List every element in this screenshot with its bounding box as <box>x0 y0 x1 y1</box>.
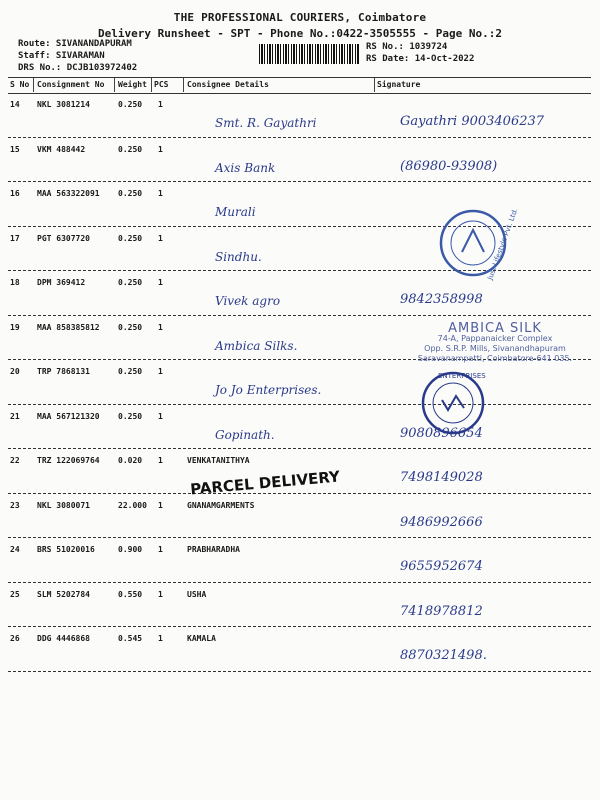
rs-date: RS Date: 14-Oct-2022 <box>366 54 475 64</box>
parcel-delivery-stamp: PARCEL DELIVERY <box>189 467 341 499</box>
pcs-value: 1 <box>158 634 163 643</box>
pcs-value: 1 <box>158 411 163 421</box>
signature: 7418978812 <box>400 603 483 619</box>
serial-number: 15 <box>10 144 20 154</box>
weight-value: 0.020 <box>118 456 143 465</box>
consignment-number: MAA 563322091 <box>37 189 100 198</box>
serial-number: 14 <box>10 100 20 109</box>
serial-number: 16 <box>10 189 20 198</box>
consignee-name: USHA <box>187 589 207 599</box>
col-pcs-header: PCS <box>154 80 169 89</box>
pcs-value: 1 <box>158 589 163 599</box>
consignment-number: VKM 488442 <box>37 144 86 154</box>
staff-label: Staff: SIVARAMAN <box>18 51 105 61</box>
just-lifestyle-stamp-text: Just Lifestyle Pvt. Ltd. <box>486 207 520 281</box>
consignment-number: PGT 6307720 <box>37 233 90 243</box>
pcs-value: 1 <box>158 367 163 376</box>
consignment-number: MAA 567121320 <box>37 411 100 421</box>
consignment-number: TRZ 122069764 <box>37 456 100 465</box>
handwritten-consignee: Murali <box>215 205 256 219</box>
weight-value: 22.000 <box>118 500 147 510</box>
handwritten-consignee: Smt. R. Gayathri <box>215 116 317 130</box>
ambica-stamp-line1: 74-A, Pappanaicker Complex <box>437 334 553 343</box>
page-subtitle: Delivery Runsheet - SPT - Phone No.:0422-3505555 - Page No.:2 <box>98 27 502 40</box>
ambica-stamp-line2: Opp. S.R.P. Mills, Sivanandhapuram <box>424 344 566 353</box>
consignee-name: KAMALA <box>187 634 216 643</box>
weight-value: 0.250 <box>118 189 143 198</box>
handwritten-consignee: Sindhu. <box>215 249 262 264</box>
signature: 8870321498. <box>400 648 487 663</box>
consignee-name: VENKATANITHYA <box>187 456 250 465</box>
consignment-number: TRP 7868131 <box>37 367 90 376</box>
row-separator <box>8 582 591 583</box>
col-divider <box>374 78 375 92</box>
header-bottom-rule <box>8 93 591 94</box>
drs-label: DRS No.: DCJB103972402 <box>18 63 138 73</box>
handwritten-consignee: Axis Bank <box>215 160 276 175</box>
serial-number: 21 <box>10 411 20 421</box>
signature: Gayathri 9003406237 <box>400 114 545 129</box>
signature: 9080896654 <box>400 425 483 441</box>
row-separator <box>8 626 591 627</box>
pcs-value: 1 <box>158 189 163 198</box>
pcs-value: 1 <box>158 322 163 332</box>
serial-number: 23 <box>10 500 20 510</box>
pcs-value: 1 <box>158 545 163 554</box>
signature: 9842358998 <box>400 292 483 307</box>
col-sno-header: S No <box>10 80 30 89</box>
handwritten-consignee: Jo Jo Enterprises. <box>215 383 322 397</box>
row-separator <box>8 448 591 449</box>
consignment-number: SLM 5202784 <box>37 589 90 599</box>
handwritten-consignee: Gopinath. <box>215 427 275 442</box>
signature: 7498149028 <box>400 470 483 485</box>
consignee-name: GNANAMGARMENTS <box>187 500 255 510</box>
weight-value: 0.545 <box>118 634 143 643</box>
col-signature-header: Signature <box>377 80 421 89</box>
consignment-number: DPM 369412 <box>37 278 86 287</box>
pcs-value: 1 <box>158 456 163 465</box>
pcs-value: 1 <box>158 233 163 243</box>
consignment-number: NKL 3080071 <box>37 500 90 510</box>
col-divider <box>33 78 34 92</box>
weight-value: 0.250 <box>118 278 143 287</box>
ambica-silk-stamp <box>395 321 595 364</box>
weight-value: 0.250 <box>118 367 143 376</box>
serial-number: 25 <box>10 589 20 599</box>
barcode <box>259 44 359 64</box>
col-divider <box>183 78 184 92</box>
pcs-value: 1 <box>158 500 163 510</box>
row-separator <box>8 537 591 538</box>
weight-value: 0.250 <box>118 322 143 332</box>
serial-number: 19 <box>10 322 20 332</box>
row-separator <box>8 137 591 138</box>
col-consignment-header: Consignment No <box>37 80 105 89</box>
consignment-number: DDG 4446868 <box>37 634 90 643</box>
weight-value: 0.900 <box>118 545 143 554</box>
weight-value: 0.250 <box>118 144 143 154</box>
pcs-value: 1 <box>158 100 163 109</box>
weight-value: 0.550 <box>118 589 143 599</box>
header-top-rule <box>8 77 591 78</box>
consignee-name: PRABHARADHA <box>187 545 240 554</box>
serial-number: 18 <box>10 278 20 287</box>
consignment-number: MAA 858385812 <box>37 322 100 332</box>
serial-number: 17 <box>10 233 20 243</box>
rs-number: RS No.: 1039724 <box>366 42 448 52</box>
signature: 9655952674 <box>400 559 483 574</box>
serial-number: 22 <box>10 456 20 465</box>
ambica-stamp-name: AMBICA SILK <box>448 321 542 336</box>
pcs-value: 1 <box>158 144 163 154</box>
enterprises-stamp-text: ENTERPRISES <box>438 372 486 380</box>
weight-value: 0.250 <box>118 411 143 421</box>
col-weight-header: Weight <box>118 80 147 89</box>
route-label: Route: SIVANANDAPURAM <box>18 39 132 49</box>
handwritten-consignee: Vivek agro <box>215 294 281 308</box>
signature: (86980-93908) <box>400 158 498 174</box>
row-separator <box>8 315 591 316</box>
page-title: THE PROFESSIONAL COURIERS, Coimbatore <box>173 11 427 24</box>
row-separator <box>8 493 591 494</box>
col-divider <box>151 78 152 92</box>
consignment-number: BRS 51020016 <box>37 545 95 554</box>
serial-number: 24 <box>10 545 20 554</box>
weight-value: 0.250 <box>118 100 143 109</box>
weight-value: 0.250 <box>118 233 143 243</box>
pcs-value: 1 <box>158 278 163 287</box>
ambica-stamp-line3: Saravanampatti, Coimbatore-641 035. <box>417 354 573 363</box>
consignment-number: NKL 3081214 <box>37 100 90 109</box>
col-divider <box>114 78 115 92</box>
row-separator <box>8 404 591 405</box>
signature: 9486992666 <box>400 514 483 530</box>
serial-number: 26 <box>10 634 20 643</box>
col-consignee-header: Consignee Details <box>187 80 269 89</box>
serial-number: 20 <box>10 367 20 376</box>
handwritten-consignee: Ambica Silks. <box>215 338 298 353</box>
row-separator <box>8 181 591 182</box>
row-separator <box>8 671 591 672</box>
